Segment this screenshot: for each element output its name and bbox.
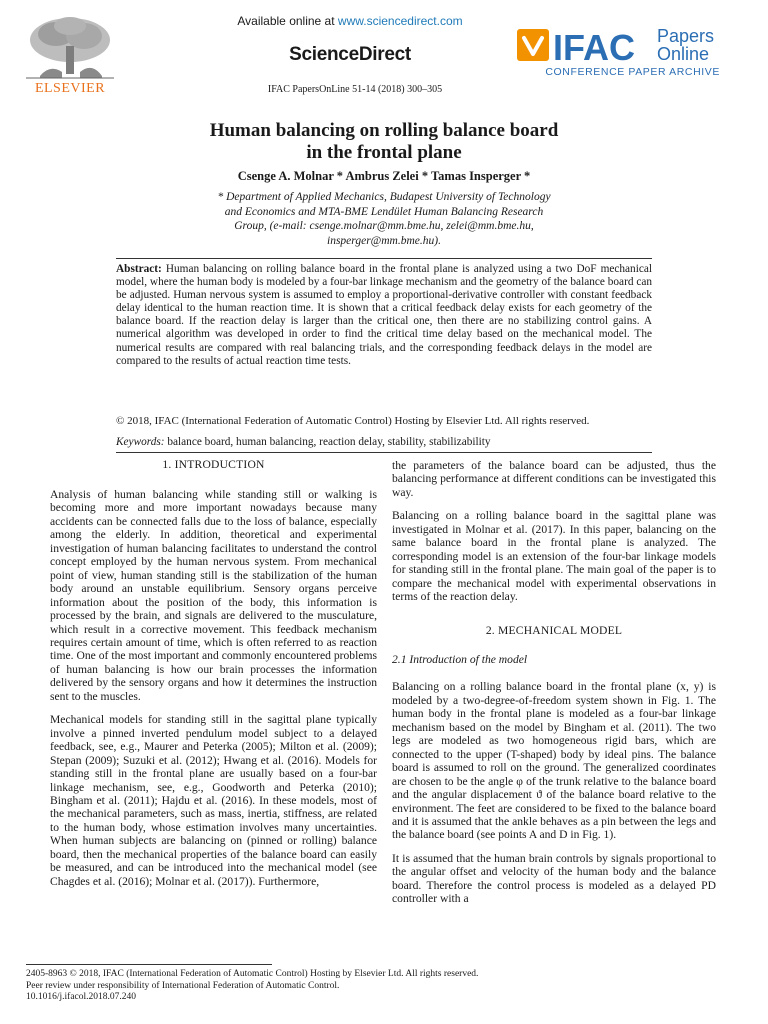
- abstract-label: Abstract:: [116, 263, 162, 275]
- footer-doi-line[interactable]: 10.1016/j.ifacol.2018.07.240: [26, 992, 137, 1003]
- model-paragraph-1: Balancing on a rolling balance board in the frontal plane (x, y) is modeled by a two-degree-of-freedom system shown in Fig. 1. The human body in the frontal plane is modeled as a four-bar linkage mechanism based on the model by Bingham et al. (2011). The two legs are modeled as two homogeneous rigid bars, which are connected to the upper (T-shaped) body by ideal pins. The balance board is assumed to roll on the ground. The generalized coordinates are chosen to be the angle φ of the trunk relative to the balance board and the angular displacement ϑ of the balance board relative to the environment. The feet are considered to be fixed to the balance board and it is assumed that the ankle behaves as a pin between the legs and the balance board (see points A and D in Fig. 1).: [392, 680, 716, 842]
- authors: Csenge A. Molnar * Ambrus Zelei * Tamas Insperger *: [237, 169, 531, 183]
- footer-rule: [26, 964, 272, 965]
- section-1-heading: 1. INTRODUCTION: [162, 458, 265, 471]
- paper-title: [100, 120, 668, 164]
- copyright-notice: © 2018, IFAC (International Federation of Automatic Control) Hosting by Elsevier Ltd. All rights reserved.: [116, 415, 590, 427]
- affiliation-line-3: Group, (e-mail: csenge.molnar@mm.bme.hu, zelei@mm.bme.hu,: [234, 220, 534, 233]
- affiliation-line-4: insperger@mm.bme.hu).: [327, 234, 441, 247]
- keywords-label: Keywords:: [116, 436, 165, 448]
- right-column: [392, 459, 716, 916]
- model-paragraph-2: It is assumed that the human brain controls by signals proportional to the angular offset and velocity of the human body and the balance board. Therefore the control process is modeled as a delayed PD controller with a: [392, 851, 716, 906]
- intro-paragraph-2: Mechanical models for standing still in the sagittal plane typically involve a pinned inverted pendulum model subject to a delayed feedback, see, e.g., Maurer and Peterka (2005); Milton et al. (2009); Stepan (2009); Suzuki et al. (2012); Hwang et al. (2016). Models for standing still in the frontal plane are usually based on a four-bar linkage mechanism, see, e.g., Goodworth and Peterka (2010); Bingham et al. (2011); Hajdu et al. (2016). In these models, most of the mechanical parameters, such as mass, inertia, stiffness, are related to the human body, whose estimation involves many uncertainties. When human subjects are balancing on (pinned or rolling) balance board, then the mechanical properties of the balance board can easily be measured, and can be introduced into the mechanical model (see Chagdes et al. (2016); Molnar et al. (2017)). Furthermore,: [50, 713, 377, 888]
- journal-citation: IFAC PapersOnLine 51-14 (2018) 300–305: [267, 84, 443, 95]
- affiliation: [150, 190, 618, 248]
- section-2-heading: 2. MECHANICAL MODEL: [485, 623, 623, 637]
- title-line-2: in the frontal plane: [306, 142, 462, 163]
- abstract-top-rule: [116, 258, 652, 259]
- ifac-papers-text: Papers: [657, 26, 715, 46]
- affiliation-line-2: and Economics and MTA-BME Lendület Human Balancing Research: [224, 205, 544, 218]
- intro-paragraph-3: the parameters of the balance board can be adjusted, thus the balancing performance at different conditions can be investigated this way.: [392, 459, 716, 499]
- ifac-online-text: Online: [657, 44, 710, 64]
- available-prefix: Available online at: [237, 14, 338, 28]
- footer-peer-review-line: Peer review under responsibility of International Federation of Automatic Control.: [26, 980, 340, 991]
- keywords-text: balance board, human balancing, reaction delay, stability, stabilizability: [167, 436, 491, 448]
- ifac-main-text: IFAC: [553, 27, 636, 68]
- title-line-1: Human balancing on rolling balance board: [209, 120, 559, 141]
- abstract: [116, 263, 652, 368]
- footer-issn-line: 2405-8963 © 2018, IFAC (International Federation of Automatic Control) Hosting by Elsevier Ltd. All rights reserved.: [26, 969, 479, 979]
- intro-paragraph-1: Analysis of human balancing while standing still or walking is becoming more and more important nowadays because many accidents can be connected falls due to the loss of balance, especially among the elderly. In addition, theoretical and experimental investigation of human balancing facilitates to understand the control concept employed by the human nervous system. From mechanical point of view, human standing still is the stabilization of the human body around an unstable equilibrium. Sensory organs perceive information about the position of the body, this information is processed by the brain, and signals are delivered to the musculature, which result in a corrective movement. This feedback mechanism requires certain amount of time, which is often referred to as reaction time. One of the most important and commonly encountered problems of human balancing is how our brain processes the information delivered by the sensory organs and how it determines the instruction sent to the muscles.: [50, 488, 377, 703]
- sciencedirect-logo-text: ScienceDirect: [289, 44, 411, 65]
- ifac-archive-subtitle: CONFERENCE PAPER ARCHIVE: [545, 66, 720, 78]
- elsevier-wordmark: ELSEVIER: [34, 81, 106, 96]
- intro-paragraph-4: Balancing on a rolling balance board in the sagittal plane was investigated in Molnar et al. (2017). In this paper, balancing on the same balance board in the frontal plane is analyzed. The corresponding model is an extension of the four-bar linkage models for standing still in the frontal plane. The main goal of the paper is to compare the mechanical model with experimental observations in terms of the reaction delay.: [392, 509, 716, 604]
- available-online-line: [200, 14, 500, 28]
- keywords: [116, 436, 652, 448]
- abstract-text: Human balancing on rolling balance board in the frontal plane is analyzed using a two DoF mechanical model, where the human body is modeled by a four-bar linkage mechanism and the geometry of the balance board can be adjusted. Human nervous system is assumed to employ a proportional-derivative controller with constant feedback delay identical to the human reaction time. It is shown that a critical feedback delay exists for each geometry of the balance board. If the reaction delay is larger than the critical one, then there are no stabilizing control gains. A numerical algorithm was developed in order to find the critical time delay based on the mechanical model. The numerical results are compared with real balancing trials, and the corresponding feedback delays in the model are compared to the results of actual reaction time tests.: [116, 263, 653, 367]
- abstract-bottom-rule: [116, 452, 652, 453]
- left-column: [50, 488, 377, 898]
- sciencedirect-link[interactable]: www.sciencedirect.com: [337, 14, 463, 28]
- subsection-2-1-heading: 2.1 Introduction of the model: [392, 652, 528, 666]
- affiliation-line-1: * Department of Applied Mechanics, Budapest University of Technology: [217, 191, 551, 203]
- footer: [26, 969, 626, 1004]
